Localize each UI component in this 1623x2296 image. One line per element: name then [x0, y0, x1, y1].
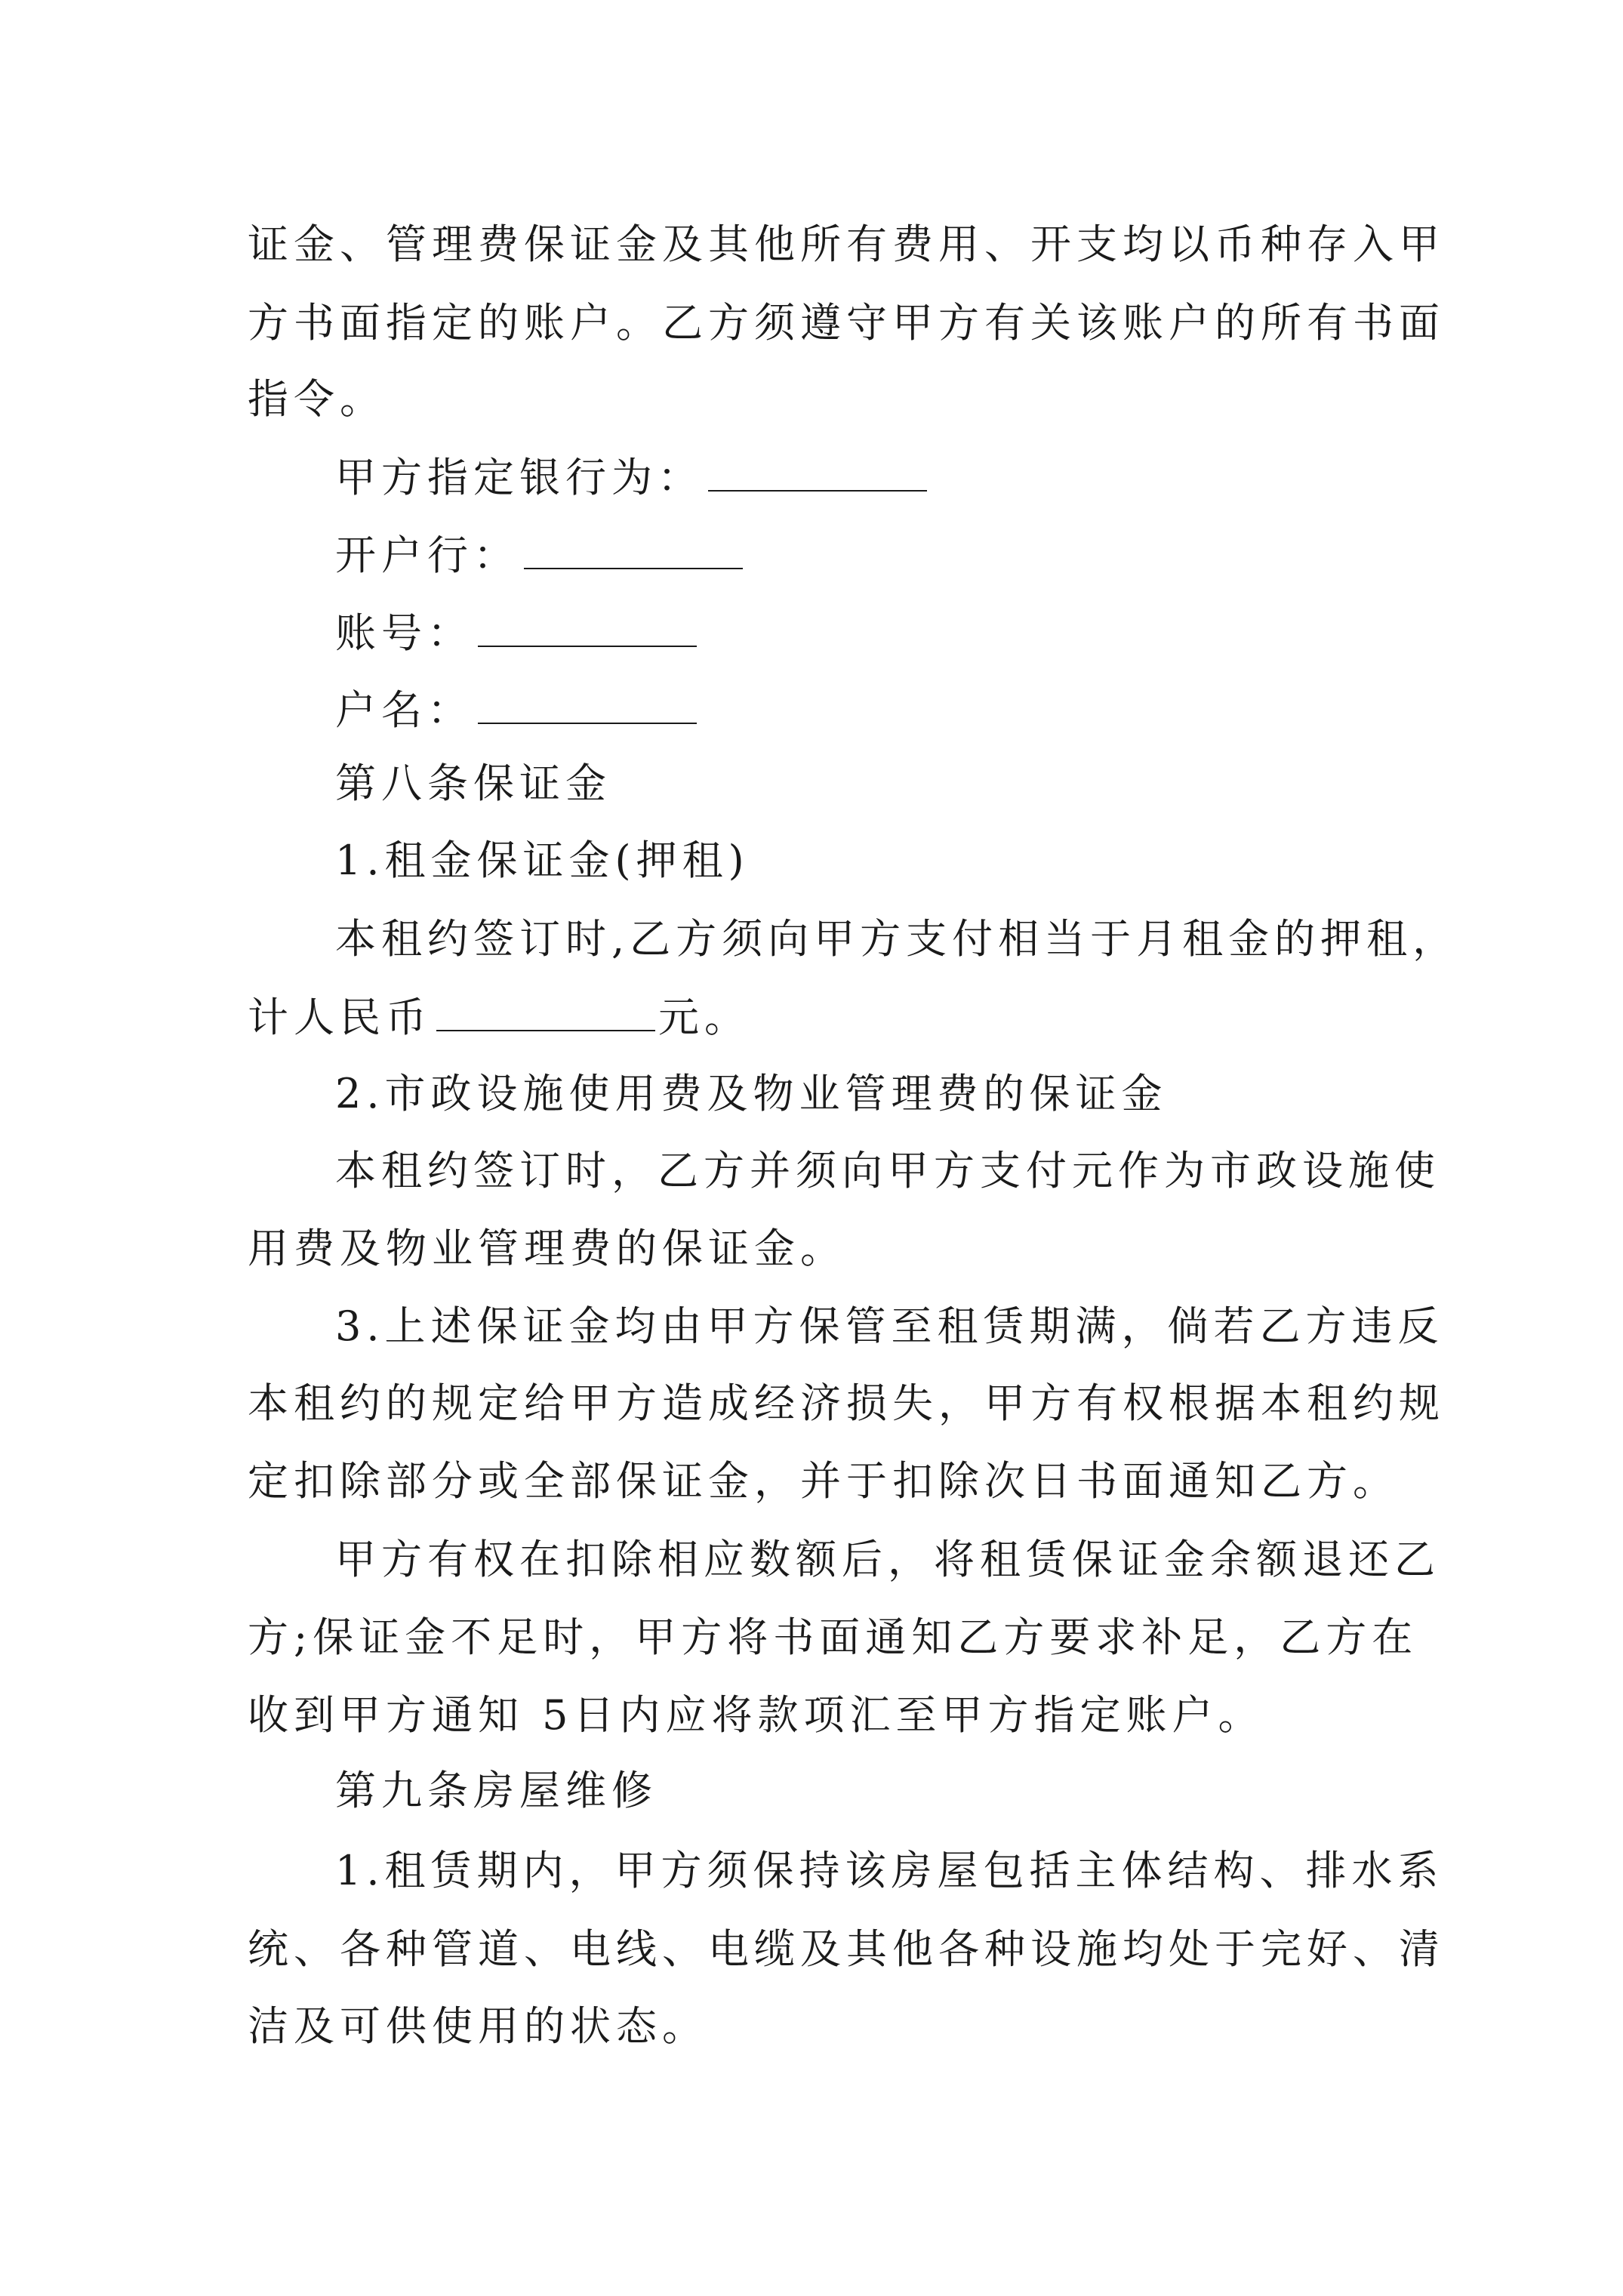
paragraph-line	[248, 372, 1387, 427]
text-run: 第九条房屋维修	[335, 1767, 658, 1814]
text-run: 计人民币	[248, 994, 432, 1041]
bank-name-line	[335, 451, 1387, 505]
text-run: 1.租金保证金(押租)	[335, 837, 750, 884]
paragraph-line	[335, 1144, 1440, 1198]
clause-heading	[335, 1067, 1387, 1121]
paragraph-line	[248, 1922, 1445, 1977]
text-run: 本租约签订时,乙方须向甲方支付相当于月租金的押租，	[335, 915, 1459, 963]
fill-in-blank	[478, 606, 697, 647]
article-heading	[335, 1764, 1387, 1818]
paragraph-line	[335, 1533, 1440, 1587]
paragraph-line	[335, 1844, 1444, 1898]
text-run: 1.租赁期内，甲方须保持该房屋包括主体结构、排水系	[335, 1847, 1444, 1894]
field-label: 甲方指定银行为：	[335, 454, 704, 501]
fill-in-blank	[524, 529, 743, 569]
fill-in-blank	[708, 451, 927, 492]
clause-heading	[335, 834, 1387, 888]
text-run: 本租约的规定给甲方造成经济损失，甲方有权根据本租约规	[248, 1379, 1445, 1427]
fill-in-blank	[478, 683, 697, 724]
field-label: 户名：	[335, 686, 473, 734]
text-run: 方书面指定的账户。乙方须遵守甲方有关该账户的所有书面	[248, 299, 1445, 347]
text-run: 元。	[658, 994, 750, 1041]
text-run: 3.上述保证金均由甲方保管至租赁期满，倘若乙方违反	[335, 1302, 1444, 1350]
text-run: 甲方有权在扣除相应数额后，将租赁保证金余额退还乙	[335, 1536, 1440, 1583]
field-label: 账号：	[335, 609, 473, 657]
paragraph-line	[248, 1454, 1399, 1509]
text-run: 统、各种管道、电线、电缆及其他各种设施均处于完好、清	[248, 1925, 1445, 1973]
text-run: 本租约签订时，乙方并须向甲方支付元作为市政设施使	[335, 1147, 1440, 1194]
text-run: 洁及可供使用的状态。	[248, 2002, 708, 2050]
article-heading	[335, 757, 1387, 811]
paragraph-line	[248, 1376, 1445, 1431]
paragraph-line	[335, 912, 1459, 966]
paragraph-line	[248, 296, 1445, 350]
paragraph-line	[248, 217, 1445, 272]
paragraph-line	[248, 1999, 1387, 2054]
text-run: 定扣除部分或全部保证金，并于扣除次日书面通知乙方。	[248, 1457, 1399, 1505]
text-run: 第八条保证金	[335, 760, 611, 807]
deposit-amount-line	[248, 991, 1387, 1045]
account-name-line	[335, 683, 1387, 738]
account-number-line	[335, 606, 1387, 661]
opening-bank-line	[335, 529, 1387, 583]
paragraph-line	[335, 1299, 1444, 1354]
paragraph-line	[248, 1688, 1387, 1743]
text-run: 方;保证金不足时，甲方将书面通知乙方要求补足，乙方在	[248, 1613, 1418, 1661]
text-run: 指令。	[248, 375, 386, 423]
field-label: 开户行：	[335, 532, 519, 579]
fill-in-blank	[436, 991, 655, 1031]
text-run: 证金、管理费保证金及其他所有费用、开支均以币种存入甲	[248, 220, 1445, 268]
paragraph-line	[248, 1222, 1387, 1276]
paragraph-line	[248, 1610, 1418, 1665]
text-run: 2.市政设施使用费及物业管理费的保证金	[335, 1070, 1168, 1117]
text-run: 收到甲方通知 5日内应将款项汇至甲方指定账户。	[248, 1691, 1264, 1739]
text-run: 用费及物业管理费的保证金。	[248, 1225, 846, 1272]
